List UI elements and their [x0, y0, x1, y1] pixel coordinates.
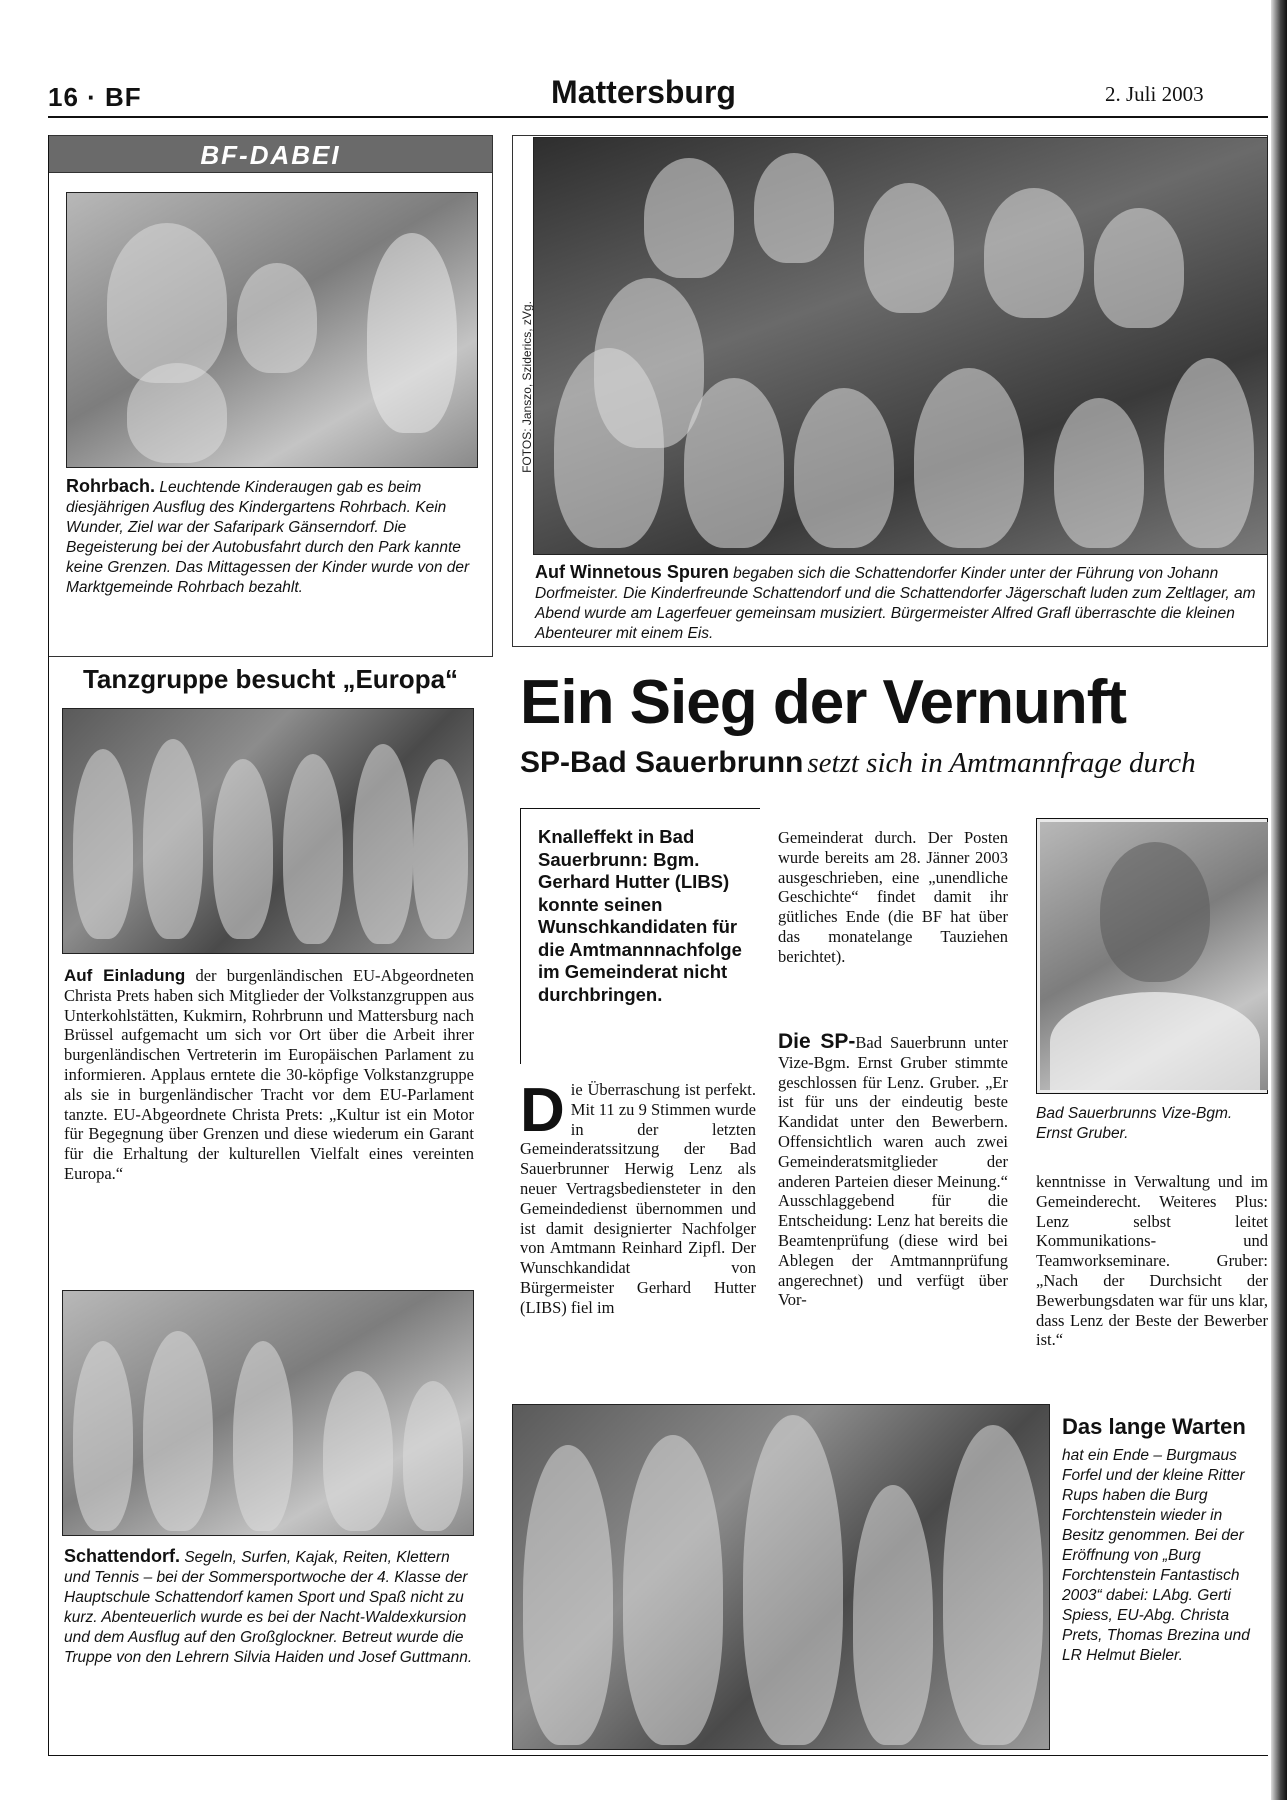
issue-date: 2. Juli 2003 — [1105, 82, 1204, 106]
photo-figure — [523, 1445, 613, 1745]
photo-figure — [213, 759, 273, 939]
photo-figure — [73, 749, 133, 939]
bottom-frame-rule — [48, 1755, 1268, 1756]
photo-figure — [107, 223, 227, 383]
bf-dabei-banner-text: BF-DABEI — [200, 140, 341, 170]
photo-figure — [853, 1485, 933, 1745]
portrait-caption: Bad Sauerbrunns Vize-Bgm. Ernst Gruber. — [1036, 1105, 1233, 1142]
burg-headline: Das lange Warten — [1062, 1414, 1246, 1439]
photo-figure — [644, 158, 734, 278]
main-subhead — [520, 746, 1270, 780]
photo-figure — [914, 368, 1024, 548]
photo-figure — [143, 739, 203, 939]
winnetou-caption-lead: Auf Winnetous Spuren — [535, 562, 729, 582]
main-col2-lead: Die SP- — [778, 1030, 856, 1053]
schattendorf-caption-text: Segeln, Surfen, Kajak, Reiten, Klettern und Tennis – bei der Sommersportwoche der 4. Klasse der Hauptschule Schattendorf kamen Sport und Spaß nicht zu kurz. Abenteuerlich wurde es bei der Nacht-Waldexkursion und dem Ausflug auf den Großglockner. Betreut wurde die Truppe von den Lehrern Silvia Haiden und Josef Guttmann. — [64, 1549, 473, 1666]
photo-figure — [353, 744, 413, 944]
main-col1-text: ie Überraschung ist perfekt. Mit 11 zu 9 Stimmen wurde in der letzten Gemeinderatssitzung der Bad Sauerbrunner Herwig Lenz als neuer Vertragsbediensteter in den Gemeindedienst übernommen und ist damit designierter Nachfolger von Amtmann Reinhard Zipfl. Der Wunschkandidat von Bürgermeister Gerhard Hutter (LIBS) fiel im — [520, 1080, 756, 1317]
schattendorf-caption — [64, 1546, 476, 1668]
photo-figure — [237, 263, 317, 373]
photo-figure — [984, 188, 1084, 318]
photo-figure — [323, 1371, 393, 1531]
photo-figure — [943, 1425, 1043, 1745]
schattendorf-photo — [62, 1290, 474, 1536]
header-rule — [48, 116, 1268, 118]
left-frame-rule — [48, 135, 49, 1755]
photo-figure — [403, 1381, 463, 1531]
main-col1 — [520, 1076, 756, 1318]
section-title: Mattersburg — [551, 74, 736, 110]
photo-figure — [1094, 208, 1184, 328]
photo-figure — [754, 153, 834, 263]
main-col2-part2 — [778, 1032, 1008, 1310]
photo-figure — [794, 388, 894, 548]
main-subhead-italic: setzt sich in Amtmannfrage durch — [807, 747, 1196, 779]
main-col2-part1: Gemeinderat durch. Der Posten wurde bereits am 28. Jänner 2003 ausgeschrieben, eine „unendliche Geschichte“ findet damit ihr gütliches Ende (die BF hat über das monatelange Tauziehen berichtet). — [778, 828, 1008, 966]
rohrbach-caption — [66, 476, 478, 598]
photo-figure — [1164, 358, 1254, 548]
schattendorf-caption-lead: Schattendorf. — [64, 1546, 181, 1566]
photo-figure — [1054, 398, 1144, 548]
main-subhead-bold: SP-Bad Sauerbrunn — [520, 746, 804, 779]
bf-dabei-banner — [48, 135, 493, 173]
photo-figure — [367, 233, 457, 433]
page-fold-shadow — [1271, 0, 1287, 1800]
winnetou-caption-text: begaben sich die Schattendorfer Kinder unter der Führung von Johann Dorfmeister. Die Kinderfreunde Schattendorf und die Schattendorfer Jägerschaft luden zum Zeltlager, am Abend wurde am Lagerfeuer gemeinsam musiziert. Bürgermeister Alfred Grafl überraschte die kleinen Abenteurer mit einem Eis. — [535, 565, 1256, 642]
main-dropcap: D — [520, 1076, 565, 1145]
teaser-text: Knalleffekt in Bad Sauerbrunn: Bgm. Gerhard Hutter (LIBS) konnte seinen Wunschkandidaten für die Amtmannnachfolge im Gemeinderat nicht durchbringen. — [538, 826, 742, 1005]
tanzgruppe-headline: Tanzgruppe besucht „Europa“ — [82, 664, 459, 694]
photo-figure — [73, 1341, 133, 1531]
main-headline: Ein Sieg der Vernunft — [520, 668, 1126, 737]
photo-figure — [283, 754, 343, 944]
tanzgruppe-photo — [62, 708, 474, 954]
photo-figure — [233, 1341, 293, 1531]
tanzgruppe-lead: Auf Einladung — [64, 966, 186, 985]
portrait-shoulders — [1050, 992, 1260, 1092]
photo-figure — [554, 348, 664, 548]
tanzgruppe-text: der burgenländischen EU-Abgeordneten Christa Prets haben sich Mitglieder der Volkstanzgruppen aus Unterkohlstätten, Kukmirn, Rohrbrunn und Mattersburg nach Brüssel aufgemacht um sich vor Ort über die Arbeit ihrer burgenländischen Vertreterin im Europäischen Parlament zu informieren. Applaus erntete die 30-köpfige Volkstanzgruppe als sie in burgenländischer Tracht vor dem EU-Parlament tanzte. EU-Abgeordnete Christa Prets: „Kultur ist ein Motor für Begegnung über Grenzen und diese wiederum ein Garant für die Erhaltung der kulturellen Vielfalt eines vereinten Europa.“ — [64, 966, 474, 1183]
photo-figure — [684, 378, 784, 548]
burg-photo — [512, 1404, 1050, 1750]
page-number: 16 · BF — [48, 82, 142, 112]
tanzgruppe-body — [64, 966, 474, 1184]
photo-figure — [143, 1331, 213, 1531]
gruber-portrait-photo — [1040, 822, 1268, 1090]
portrait-head — [1100, 842, 1210, 982]
winnetou-caption — [535, 562, 1260, 644]
main-col2-text: Bad Sauerbrunn unter Vize-Bgm. Ernst Gruber stimmte geschlossen für Lenz. Gruber. „Er ist für uns der eindeutig beste Kandidat unter den Bewerbern. Offensichtlich waren auch zwei Gemeinderatsmitglieder der anderen Parteien dieser Meinung.“ Ausschlaggebend für die Entscheidung: Lenz hat bereits die Beamtenprüfung (diese wird bei Ablegen der Amtmannprüfung angerechnet) und verfügt über Vor- — [778, 1033, 1008, 1310]
photo-figure — [127, 363, 227, 463]
photo-figure — [743, 1415, 843, 1745]
photo-figure — [623, 1435, 723, 1745]
rohrbach-photo — [66, 192, 478, 468]
main-col3: kenntnisse in Verwaltung und im Gemeinderecht. Weiteres Plus: Lenz selbst leitet Kommunikations- und Teamworkseminare. Gruber: „Nach der Durchsicht der Bewerbungsdaten war für uns klar, dass Lenz der Beste der Bewerber ist.“ — [1036, 1172, 1268, 1350]
rohrbach-caption-text: Leuchtende Kinderaugen gab es beim diesjährigen Ausflug des Kindergartens Rohrbach. Kein Wunder, Ziel war der Safaripark Gänserndorf. Die Begeisterung bei der Autobusfahrt durch den Park kannte keine Grenzen. Das Mittagessen der Kinder wurde von der Marktgemeinde Rohrbach bezahlt. — [66, 479, 470, 596]
photo-figure — [864, 183, 954, 313]
rohrbach-caption-lead: Rohrbach. — [66, 476, 156, 496]
burg-caption: hat ein Ende – Burgmaus Forfel und der kleine Ritter Rups haben die Burg Forchtenstein wieder in Besitz genommen. Bei der Eröffnung von „Burg Forchtenstein Fantastisch 2003“ dabei: LAbg. Gerti Spiess, EU-Abg. Christa Prets, Thomas Brezina und LR Helmut Bieler. — [1062, 1447, 1250, 1664]
photo-figure — [413, 759, 468, 939]
photo-credit: FOTOS: Janszo, Sziderics, zVg. — [520, 301, 534, 473]
winnetou-photo — [533, 137, 1268, 555]
